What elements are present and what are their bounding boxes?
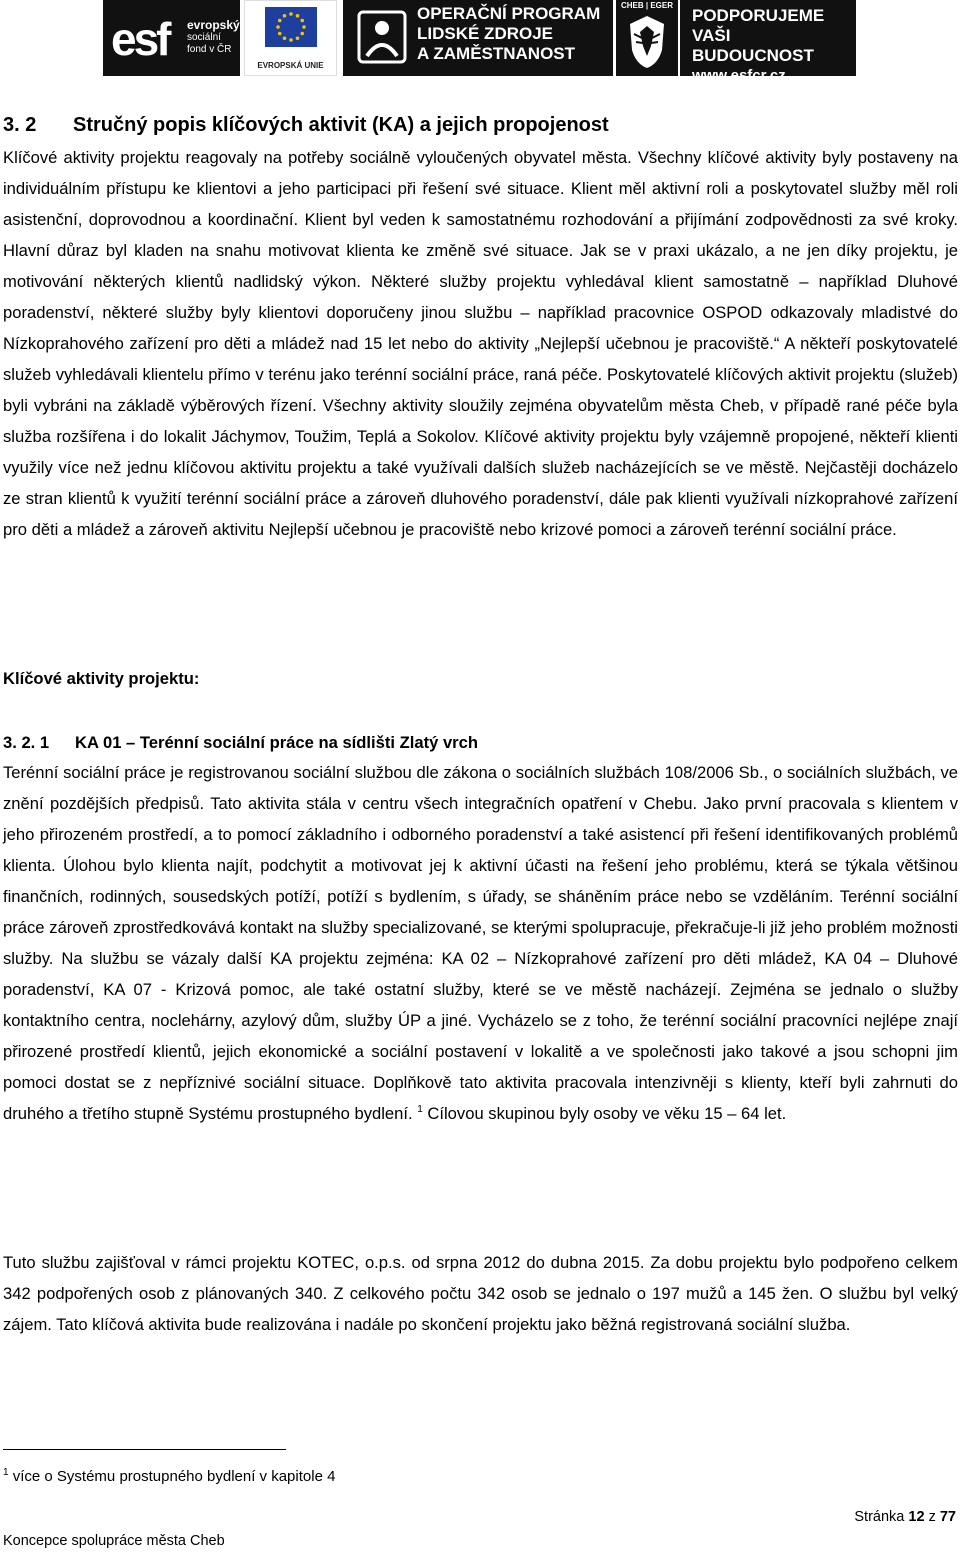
footnote-divider [3,1449,286,1450]
op-logo-line2: LIDSKÉ ZDROJE [417,24,554,43]
page-total: 77 [939,1509,956,1525]
footnote-number: 1 [3,1467,9,1478]
page-label: Stránka [854,1509,905,1525]
intro-paragraph: Klíčové aktivity projektu reagovaly na potřeby sociálně vyloučených obyvatel města. Všechny klíčové aktivity byly postaveny na individuálním přístupu ke klientovi a jeho participaci při řešení své situace. Klient měl aktivní roli a poskytovatel služby měl roli asistenční, doprovodnou a koordinační. Klient byl veden k samostatnému rozhodování a přijímání zodpovědnosti za své kroky. Hlavní důraz byl kladen na snahu motivovat klienta ke změně své situace. Jak se v praxi ukázalo, a ne jen díky projektu, je motivování některých klientů nadlidský výkon. Některé služby projektu vyhledával klient samostatně – například Dluhové poradenství, některé služby byly klientovi doporučeny jinou službu – například pracovnice OSPOD odkazovaly mladistvé do Nízkoprahového zařízení pro děti a mládež nad 15 let nebo do aktivity „Nejlepší učebnou je pracoviště.“ A někteří poskytovatelé služeb vyhledávali klientelu přímo v terénu jako terénní sociální práce, raná péče. Poskytovatelé klíčových aktivit projektu (služeb) byli vybráni na základě výběrových řízení. Všechny aktivity sloužily zejména obyvatelům města Cheb, v případě rané péče byla služba rozšířena i do lokalit Jáchymov, Toužim, Teplá a Sokolov. Klíčové aktivity projektu byly vzájemně propojené, někteří klienti využily více než jednu klíčovou aktivitu projektu a také využívali dalších služeb nacházejících se ve městě. Nejčastěji docházelo ze stran klientů k využití terénní sociální práce a zároveň dluhového poradenství, dále pak klienti využívali nízkoprahové zařízení pro děti a mládež a zároveň aktivitu Nejlepší učebnou je pracoviště nebo krizové pomoci a zároveň terénní sociální práce. [3,148,958,539]
slogan-text [692,6,856,86]
eu-star-icon [289,38,293,42]
esf-logo-line3: fond v ČR [187,44,232,55]
page-of: z [928,1509,936,1525]
eu-star-icon [302,25,306,29]
subsection-paragraph-1 [3,757,958,1129]
subsection-title: KA 01 – Terénní sociální práce na sídlišti Zlatý vrch [75,733,479,752]
op-logo [343,0,613,76]
eu-star-icon [296,14,300,18]
slogan-line1: PODPORUJEME [692,6,825,25]
intro-block [3,142,958,545]
eu-star-icon [283,36,287,40]
footnote [3,1462,335,1488]
eu-star-icon [296,36,300,40]
key-activities-heading: Klíčové aktivity projektu: [3,669,200,688]
subsection-body-2 [3,1247,958,1340]
slogan-logo [680,0,856,84]
cheb-logo-label: CHEB | EGER [620,1,674,10]
eu-star-icon [300,19,304,23]
eu-star-icon [278,32,282,36]
subsection-paragraph-2: Tuto službu zajišťoval v rámci projektu KOTEC, o.p.s. od srpna 2012 do dubna 2015. Za dobu projektu bylo podpořeno celkem 342 podpořených osob z plánovaných 340. Z celkového počtu 342 osob se jednalo o 197 mužů a 145 žen. O službu byl velký zájem. Tato klíčová aktivita bude realizována i nadále po skončení projektu jako běžná registrovaná sociální služba. [3,1253,958,1334]
eu-logo [244,0,337,76]
eu-star-icon [300,32,304,36]
eu-star-icon [283,14,287,18]
section-heading [3,111,609,139]
slogan-line2: VAŠI BUDOUCNOST [692,26,814,65]
subsection-body [3,757,958,1129]
footer-document-title: Koncepce spolupráce města Cheb [3,1533,225,1549]
esf-logo-text [187,19,240,56]
footnote-text: více o Systému prostupného bydlení v kapitole 4 [12,1468,336,1485]
subsection-paragraph-1-main: Terénní sociální práce je registrovanou sociální službou dle zákona o sociálních službách 108/2006 Sb., o sociálních službách, ve znění pozdějších předpisů. Tato aktivita stála v centru všech integračních opatření v Chebu. Jako první pracovala s klientem v jeho přirozeném prostředí, a to pomocí základního i odborného poradenství a také asistencí při řešení identifikovaných problémů klienta. Úlohou bylo klienta najít, podchytit a motivovat jej k aktivní účasti na řešení jeho problému, která se týkala většinou finančních, rodinných, sousedských potíží, potíží s bydlením, s úřady, se sháněním práce nebo se vzděláním. Terénní sociální práce zároveň zprostředkovává kontakt na služby specializované, se kterými spolupracuje, překračuje-li již jeho problém možnosti služby. Na službu se vázaly další KA projektu zejména: KA 02 – Nízkoprahové zařízení pro děti mládež, KA 04 – Dluhové poradenství, KA 07 - Krizová pomoc, ale také ostatní služby, které se ve městě nacházejí. Zejména se jednalo o služby kontaktního centra, noclehárny, azylový dům, služby ÚP a jiné. Vycházelo se z toho, že terénní sociální pracovníci nejlépe znají přirozené prostředí klientů, jejich ekonomické a sociální postavení v lokalitě a ve společnosti jako takové a jsou schopni jim pomoci dostat se z nepříznivé sociální situace. Doplňkově tato aktivita pracovala intenzivněji s klienty, kteří byli zahrnuti do druhého a třetího stupně Systému prostupného bydlení. [3,763,958,1123]
page-header [0,0,960,82]
page-current: 12 [908,1509,925,1525]
op-logo-line3: A ZAMĚSTNANOST [417,44,576,63]
esf-logo-line1: evropský [187,18,240,32]
subsection-paragraph-1-tail: Cílovou skupinou byly osoby ve věku 15 – 64 let. [427,1104,787,1123]
eu-star-icon [276,25,280,29]
op-emblem-icon [355,6,409,68]
footnote-reference[interactable]: 1 [417,1104,423,1115]
cheb-eagle-icon [624,12,670,72]
eu-logo-label: EVROPSKÁ UNIE [257,61,324,70]
esf-logo-line2: sociální [187,32,221,43]
eu-star-icon [289,12,293,16]
eu-star-icon [278,19,282,23]
cheb-logo [616,0,678,76]
eu-flag-icon [265,7,317,47]
esf-logo-mark: esf [111,13,169,65]
page-number [854,1507,956,1527]
esf-logo [103,0,240,76]
subsection-heading [3,727,958,758]
section-title: Stručný popis klíčových aktivit (KA) a jejich propojenost [73,114,609,136]
op-logo-line1: OPERAČNÍ PROGRAM [417,4,601,23]
section-number: 3. 2 [3,114,37,136]
slogan-url: www.esfcr.cz [692,67,786,84]
op-logo-text [417,4,600,64]
subsection-number: 3. 2. 1 [3,733,50,752]
